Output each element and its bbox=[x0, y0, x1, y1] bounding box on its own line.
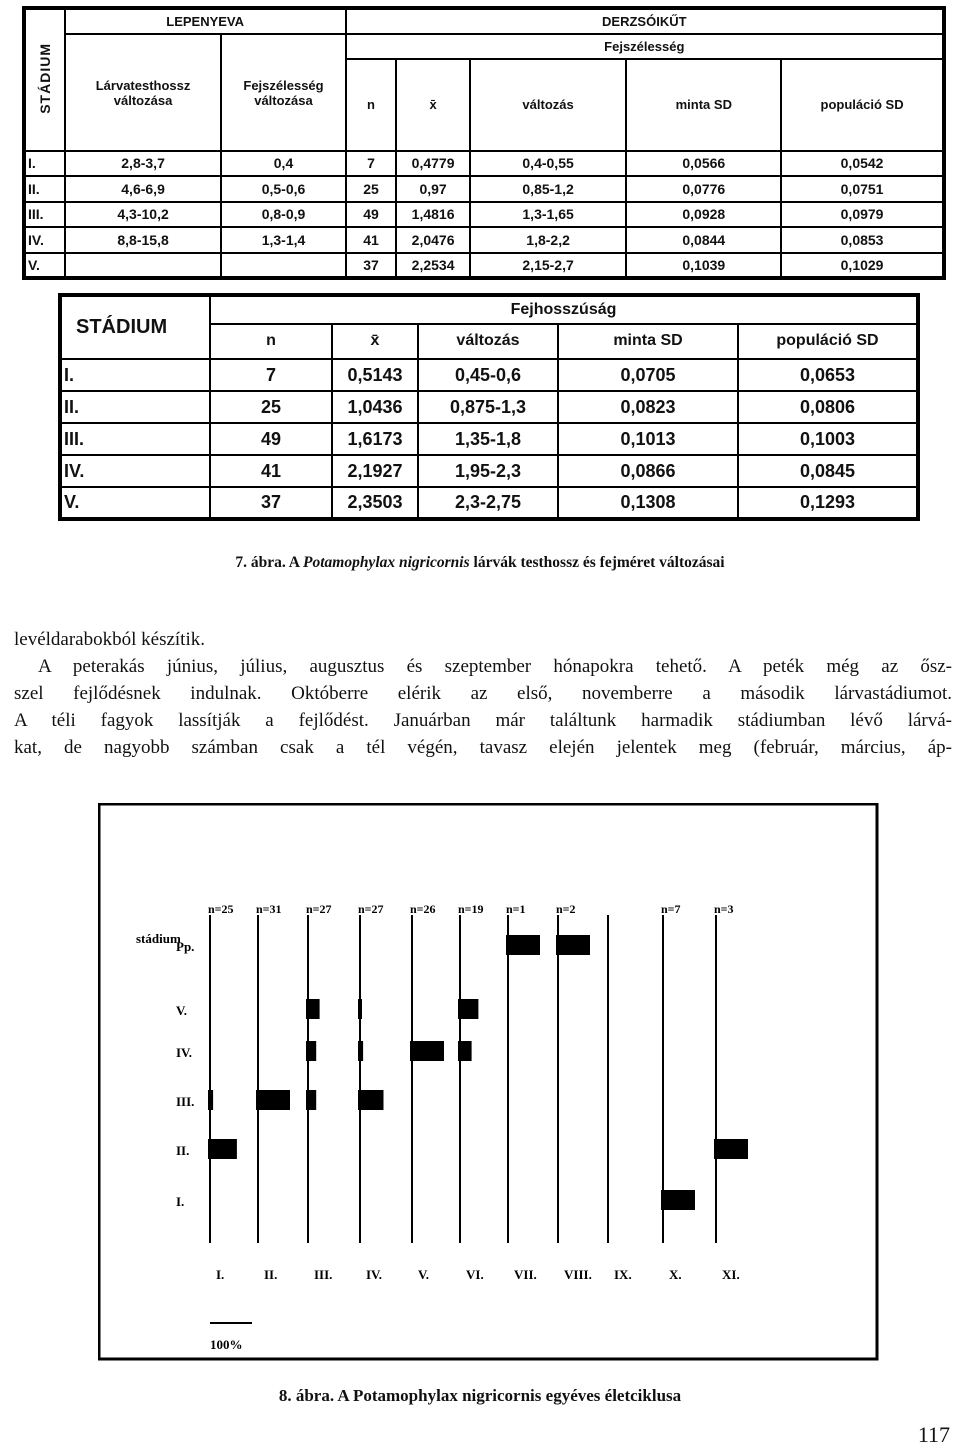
stage-cell: I. bbox=[24, 151, 65, 176]
table-cell: 2,8-3,7 bbox=[65, 151, 222, 176]
text-line: A peterakás június, július, augusztus és szeptember hónapokra tehető. A peték még az ősz- bbox=[38, 656, 952, 677]
table-cell: 0,4779 bbox=[396, 151, 469, 176]
body-text bbox=[14, 626, 952, 761]
frequency-bar bbox=[208, 1090, 213, 1110]
col-header: változás bbox=[418, 324, 558, 359]
n-label: n=1 bbox=[506, 902, 526, 916]
table-cell: 0,0928 bbox=[626, 202, 781, 227]
stage-cell: IV. bbox=[60, 455, 210, 487]
n-label: n=7 bbox=[661, 902, 681, 916]
text-line: A téli fagyok lassítják a fejlődést. Januárban már találtunk harmadik stádiumban lévő lárvá- bbox=[14, 710, 952, 731]
frequency-bar bbox=[556, 935, 590, 955]
table-cell: 0,0845 bbox=[738, 455, 918, 487]
frequency-bar bbox=[306, 999, 320, 1019]
figure-8-caption: 8. ábra. A Potamophylax nigricornis egyéves életciklusa bbox=[278, 1386, 682, 1405]
x-tick-label: XI. bbox=[722, 1267, 740, 1282]
n-label: n=2 bbox=[556, 902, 576, 916]
n-label: n=19 bbox=[458, 902, 484, 916]
table-row bbox=[60, 455, 918, 487]
table-cell: 0,0653 bbox=[738, 359, 918, 391]
n-label: n=3 bbox=[714, 902, 734, 916]
frequency-bar bbox=[358, 999, 362, 1019]
text-line: szel fejlődésnek indulnak. Októberre elérik az első, novemberre a második lárvastádiumot. bbox=[14, 683, 952, 704]
table-cell: 0,0566 bbox=[626, 151, 781, 176]
table-cell: 0,0751 bbox=[781, 176, 944, 201]
scale-label: 100% bbox=[210, 1337, 243, 1352]
stage-cell: V. bbox=[24, 253, 65, 278]
table-row bbox=[60, 359, 918, 391]
group-header-left: LEPENYEVA bbox=[65, 8, 346, 34]
table-cell bbox=[65, 253, 222, 278]
n-label: n=26 bbox=[410, 902, 436, 916]
table-cell: 37 bbox=[210, 487, 332, 519]
x-tick-label: IV. bbox=[366, 1267, 383, 1282]
table-cell: 0,0806 bbox=[738, 391, 918, 423]
table-head-length bbox=[58, 293, 920, 521]
table-cell: 25 bbox=[346, 176, 397, 201]
text-line: kat, de nagyobb számban csak a tél végén, tavasz elején jelentek meg (február, március, áp- bbox=[14, 737, 952, 758]
frequency-bar bbox=[506, 935, 540, 955]
table-cell: 0,1308 bbox=[558, 487, 738, 519]
table-row bbox=[24, 151, 944, 176]
table-cell: 0,1293 bbox=[738, 487, 918, 519]
table-cell: 4,6-6,9 bbox=[65, 176, 222, 201]
x-tick-label: VII. bbox=[514, 1267, 537, 1282]
col-header: változás bbox=[470, 59, 627, 151]
stage-header: STÁDIUM bbox=[60, 295, 210, 359]
col-header: populáció SD bbox=[781, 59, 944, 151]
table-row bbox=[60, 423, 918, 455]
col-header: populáció SD bbox=[738, 324, 918, 359]
table-cell: 0,97 bbox=[396, 176, 469, 201]
x-tick-label: VI. bbox=[466, 1267, 484, 1282]
species-name: Potamophylax nigricornis bbox=[302, 554, 470, 571]
y-tick-label: III. bbox=[176, 1094, 195, 1109]
table-cell: 0,8-0,9 bbox=[221, 202, 345, 227]
n-label: n=27 bbox=[306, 902, 332, 916]
table-cell: 4,3-10,2 bbox=[65, 202, 222, 227]
table-cell: 1,6173 bbox=[332, 423, 418, 455]
table-cell bbox=[221, 253, 345, 278]
table-cell: 0,0979 bbox=[781, 202, 944, 227]
col-header: minta SD bbox=[558, 324, 738, 359]
table-cell: 41 bbox=[346, 227, 397, 252]
table-row bbox=[24, 253, 944, 278]
y-tick-label: IV. bbox=[176, 1045, 193, 1060]
stage-cell: IV. bbox=[24, 227, 65, 252]
col-header: n bbox=[346, 59, 397, 151]
table-cell: 0,1029 bbox=[781, 253, 944, 278]
y-tick-label: II. bbox=[176, 1143, 190, 1158]
table-row bbox=[60, 487, 918, 519]
table-cell: 2,3503 bbox=[332, 487, 418, 519]
table-cell: 0,0705 bbox=[558, 359, 738, 391]
frequency-bar bbox=[410, 1041, 444, 1061]
col-header: Fejszélesség változása bbox=[221, 34, 345, 150]
col-header: x̄ bbox=[332, 324, 418, 359]
x-tick-label: VIII. bbox=[564, 1267, 592, 1282]
y-tick-label: I. bbox=[176, 1194, 185, 1209]
col-header: x̄ bbox=[396, 59, 469, 151]
table-cell: 2,2534 bbox=[396, 253, 469, 278]
table-cell: 0,0853 bbox=[781, 227, 944, 252]
table-cell: 0,0542 bbox=[781, 151, 944, 176]
y-title: stádium bbox=[136, 931, 181, 946]
frequency-bar bbox=[458, 999, 478, 1019]
frequency-bar bbox=[661, 1190, 695, 1210]
text-line: levéldarabokból készítik. bbox=[14, 629, 205, 650]
stage-cell: III. bbox=[60, 423, 210, 455]
table-body bbox=[60, 359, 918, 519]
table-cell: 0,875-1,3 bbox=[418, 391, 558, 423]
table-cell: 1,95-2,3 bbox=[418, 455, 558, 487]
x-tick-label: V. bbox=[418, 1267, 429, 1282]
frequency-bar bbox=[458, 1041, 472, 1061]
table-cell: 1,8-2,2 bbox=[470, 227, 627, 252]
page-number: 117 bbox=[917, 1422, 950, 1447]
table-cell: 2,0476 bbox=[396, 227, 469, 252]
table-cell: 1,35-1,8 bbox=[418, 423, 558, 455]
table-cell: 49 bbox=[210, 423, 332, 455]
col-header: n bbox=[210, 324, 332, 359]
stage-cell: V. bbox=[60, 487, 210, 519]
x-tick-label: IX. bbox=[614, 1267, 632, 1282]
table-cell: 0,1003 bbox=[738, 423, 918, 455]
y-tick-label: Pp. bbox=[176, 939, 195, 954]
table-cell: 1,4816 bbox=[396, 202, 469, 227]
stage-header: STÁDIUM bbox=[24, 8, 65, 151]
table-row bbox=[24, 202, 944, 227]
table-row bbox=[24, 176, 944, 201]
table-row bbox=[60, 391, 918, 423]
y-tick-label: V. bbox=[176, 1003, 187, 1018]
table-cell: 0,5143 bbox=[332, 359, 418, 391]
table-cell: 0,4-0,55 bbox=[470, 151, 627, 176]
frequency-bar bbox=[256, 1090, 290, 1110]
n-label: n=27 bbox=[358, 902, 384, 916]
table-cell: 25 bbox=[210, 391, 332, 423]
stage-cell: II. bbox=[24, 176, 65, 201]
table-cell: 1,0436 bbox=[332, 391, 418, 423]
table-cell: 8,8-15,8 bbox=[65, 227, 222, 252]
table-cell: 0,4 bbox=[221, 151, 345, 176]
frequency-bar bbox=[358, 1090, 384, 1110]
col-header: Lárvatesthossz változása bbox=[65, 34, 222, 150]
table-larval-size-lepenyeva-derzso bbox=[22, 6, 946, 280]
frequency-bar bbox=[306, 1041, 316, 1061]
table-cell: 0,0866 bbox=[558, 455, 738, 487]
frequency-bar bbox=[714, 1139, 748, 1159]
table-cell: 0,0776 bbox=[626, 176, 781, 201]
group-header-right: DERZSÓIKŰT bbox=[346, 8, 944, 34]
life-cycle-chart bbox=[98, 803, 880, 1363]
figure-7-caption: 7. ábra. A Potamophylax nigricornis lárvák testhossz és fejméret változásai bbox=[235, 554, 725, 571]
table-cell: 37 bbox=[346, 253, 397, 278]
col-header: minta SD bbox=[626, 59, 781, 151]
table-cell: 0,45-0,6 bbox=[418, 359, 558, 391]
table-cell: 7 bbox=[210, 359, 332, 391]
table-cell: 49 bbox=[346, 202, 397, 227]
table-cell: 0,1013 bbox=[558, 423, 738, 455]
table-body bbox=[24, 151, 944, 278]
table-cell: 0,5-0,6 bbox=[221, 176, 345, 201]
table-cell: 1,3-1,4 bbox=[221, 227, 345, 252]
x-tick-label: II. bbox=[264, 1267, 278, 1282]
frequency-bar bbox=[358, 1041, 363, 1061]
table-row bbox=[24, 227, 944, 252]
table-cell: 41 bbox=[210, 455, 332, 487]
table-cell: 2,15-2,7 bbox=[470, 253, 627, 278]
x-tick-label: I. bbox=[216, 1267, 225, 1282]
x-tick-label: III. bbox=[314, 1267, 333, 1282]
table-cell: 2,3-2,75 bbox=[418, 487, 558, 519]
table-cell: 0,85-1,2 bbox=[470, 176, 627, 201]
subgroup-header: Fejszélesség bbox=[346, 34, 944, 58]
n-label: n=25 bbox=[208, 902, 234, 916]
table-cell: 0,0844 bbox=[626, 227, 781, 252]
stage-cell: III. bbox=[24, 202, 65, 227]
table-cell: 7 bbox=[346, 151, 397, 176]
frequency-bar bbox=[208, 1139, 237, 1159]
stage-cell: II. bbox=[60, 391, 210, 423]
table-cell: 0,0823 bbox=[558, 391, 738, 423]
table-cell: 1,3-1,65 bbox=[470, 202, 627, 227]
frequency-bar bbox=[306, 1090, 316, 1110]
table-cell: 2,1927 bbox=[332, 455, 418, 487]
n-label: n=31 bbox=[256, 902, 282, 916]
stage-cell: I. bbox=[60, 359, 210, 391]
x-tick-label: X. bbox=[669, 1267, 682, 1282]
table-cell: 0,1039 bbox=[626, 253, 781, 278]
group-header: Fejhosszúság bbox=[210, 295, 918, 324]
